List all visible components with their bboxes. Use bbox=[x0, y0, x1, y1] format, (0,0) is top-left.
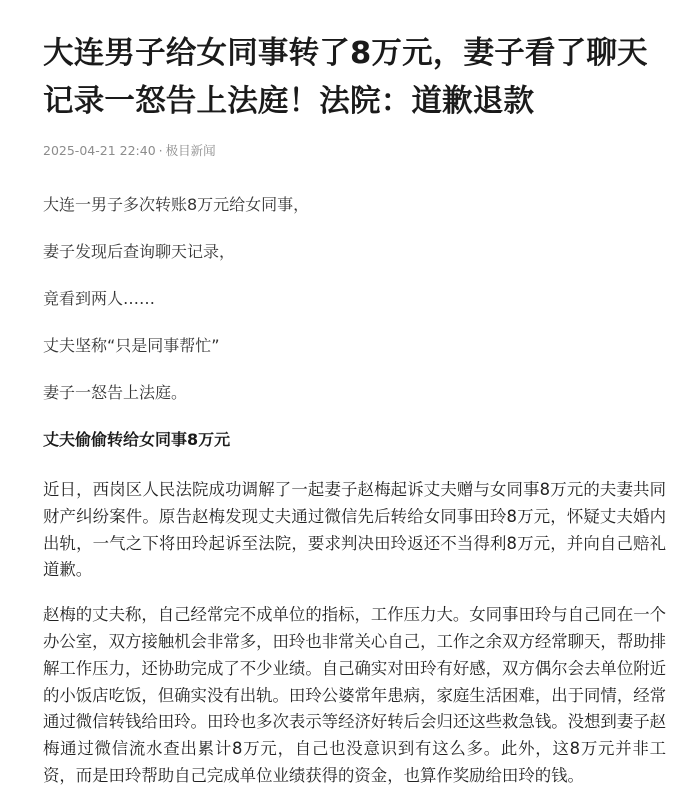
article-title: 大连男子给女同事转了8万元，妻子看了聊天记录一怒告上法庭！法院：道歉退款 bbox=[43, 36, 648, 119]
body-paragraph: 赵梅的丈夫称，自己经常完不成单位的指标，工作压力大。女同事田玲与自己同在一个办公室，双方接触机会非常多，田玲也非常关心自己，工作之余双方经常聊天，帮助排解工作压力，还协助完成了不少业绩。自己确实对田玲有好感，双方偶尔会去单位附近的小饭店吃饭，但确实没有出轨。田玲公婆常年患病，家庭生活困难，出于同情，经常通过微信转钱给田玲。田玲也多次表示等经济好转后会归还这些救急钱。没想到妻子赵梅通过微信流水查出累计8万元，自己也没意识到有这么多。此外，这8万元并非工资，而是田玲帮助自己完成单位业绩获得的资金，也算作奖励给田玲的钱。 bbox=[43, 605, 666, 785]
article-meta bbox=[43, 142, 666, 160]
intro-paragraph: 妻子发现后查询聊天记录， bbox=[43, 242, 236, 261]
intro-paragraph: 丈夫坚称“只是同事帮忙” bbox=[43, 336, 220, 355]
intro-paragraph: 妻子一怒告上法庭。 bbox=[43, 383, 188, 402]
section-heading: 丈夫偷偷转给女同事8万元 bbox=[43, 430, 231, 449]
meta-separator: · bbox=[158, 143, 163, 158]
body-paragraph: 近日，西岗区人民法院成功调解了一起妻子赵梅起诉丈夫赠与女同事8万元的夫妻共同财产纠纷案件。原告赵梅发现丈夫通过微信先后转给女同事田玲8万元，怀疑丈夫婚内出轨，一气之下将田玲起诉至法院，要求判决田玲返还不当得利8万元，并向自己赔礼道歉。 bbox=[43, 480, 666, 580]
intro-paragraph: 竟看到两人…… bbox=[43, 289, 156, 308]
publish-date: 2025-04-21 22:40 bbox=[43, 143, 156, 158]
article-body bbox=[43, 194, 666, 790]
source-name: 极目新闻 bbox=[165, 143, 216, 158]
intro-paragraph: 大连一男子多次转账8万元给女同事， bbox=[43, 195, 310, 214]
